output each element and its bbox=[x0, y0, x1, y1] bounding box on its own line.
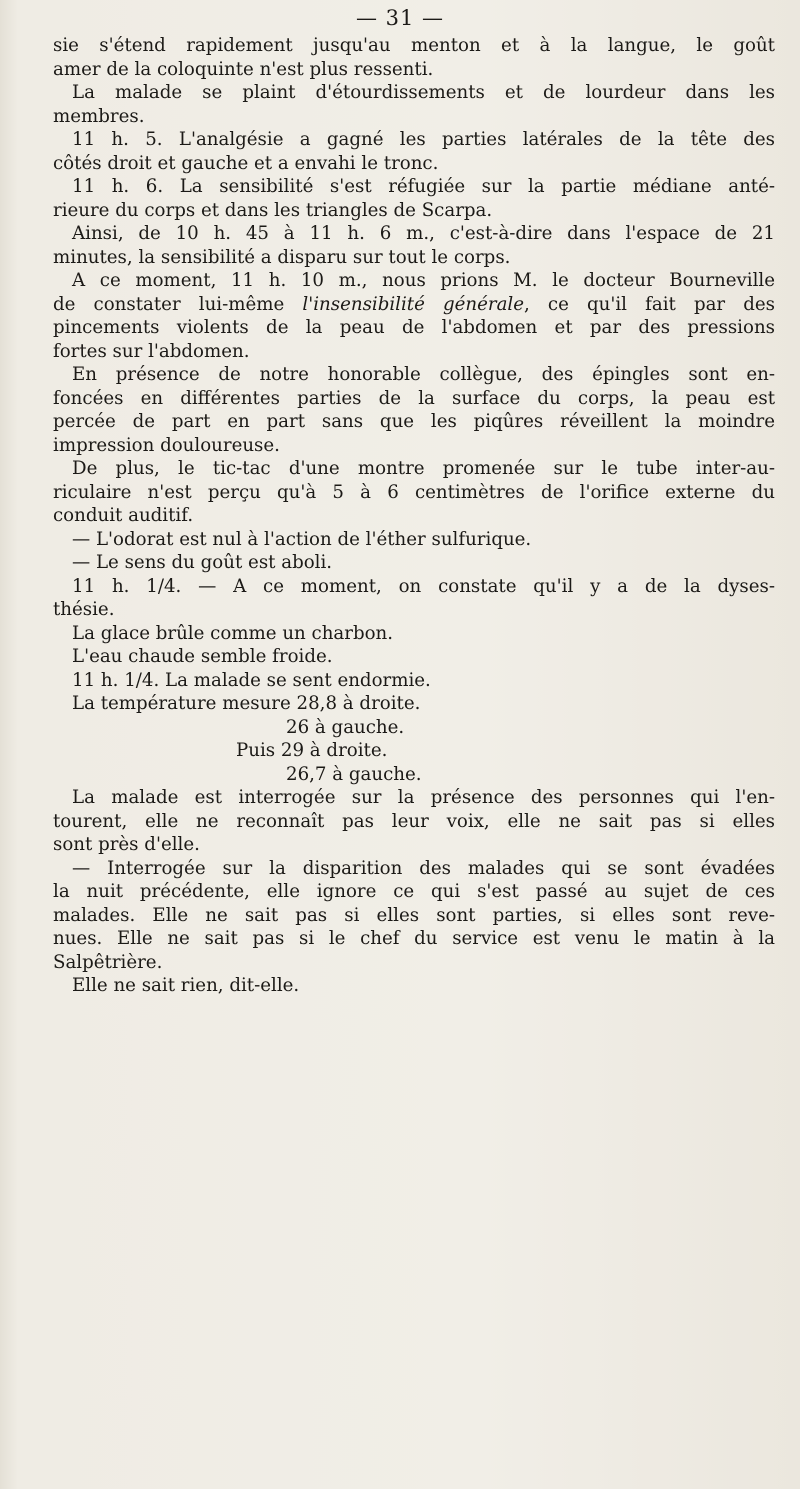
text-line: — Le sens du goût est aboli. bbox=[72, 552, 333, 573]
text-line: 11 h. 5. L'analgésie a gagné les parties latérales de la tête des bbox=[72, 129, 775, 150]
text-line: Salpêtrière. bbox=[53, 951, 163, 973]
text-line: foncées en différentes parties de la surface du corps, la peau est bbox=[53, 387, 775, 409]
text-line: 11 h. 1/4. — A ce moment, on constate qu'il y a de la dyses- bbox=[72, 575, 775, 597]
text-line: pincements violents de la peau de l'abdomen et par des pressions bbox=[53, 317, 775, 338]
italic-text: l'insensibilité générale bbox=[302, 293, 525, 315]
text-line: fortes sur l'abdomen. bbox=[53, 340, 250, 362]
text-line: L'eau chaude semble froide. bbox=[72, 646, 333, 667]
text-line: tourent, elle ne reconnaît pas leur voix, elle ne sait pas si elles bbox=[53, 810, 775, 832]
text-line: sie s'étend rapidement jusqu'au menton et à la langue, le goût bbox=[53, 35, 775, 56]
text-line: La malade se plaint d'étourdissements et de lourdeur dans les bbox=[72, 82, 775, 103]
text-line: malades. Elle ne sait pas si elles sont parties, si elles sont reve- bbox=[53, 904, 775, 926]
text-line: Elle ne sait rien, dit-elle. bbox=[72, 975, 300, 996]
text-line: percée de part en part sans que les piqûres réveillent la moindre bbox=[53, 411, 775, 432]
text-segment: , ce qu'il fait par des bbox=[524, 293, 775, 315]
text-line: rieure du corps et dans les triangles de Scarpa. bbox=[53, 199, 493, 221]
text-line: 11 h. 6. La sensibilité s'est réfugiée sur la partie médiane anté- bbox=[72, 176, 775, 197]
text-line: riculaire n'est perçu qu'à 5 à 6 centimètres de l'orifice externe du bbox=[53, 481, 775, 503]
text-line: La malade est interrogée sur la présence des personnes qui l'en- bbox=[72, 787, 775, 808]
text-line: côtés droit et gauche et a envahi le tronc. bbox=[53, 152, 439, 174]
text-line: De plus, le tic-tac d'une montre promenée sur le tube inter-au- bbox=[72, 458, 775, 479]
text-line: La glace brûle comme un charbon. bbox=[72, 622, 394, 644]
text-line: sont près d'elle. bbox=[53, 834, 200, 855]
text-line: Puis 29 à droite. bbox=[236, 740, 388, 761]
text-line: nues. Elle ne sait pas si le chef du service est venu le matin à la bbox=[53, 928, 775, 949]
text-line: minutes, la sensibilité a disparu sur tout le corps. bbox=[53, 246, 511, 268]
text-line: membres. bbox=[53, 105, 145, 127]
page-number: — 31 — bbox=[355, 6, 445, 30]
text-line: amer de la coloquinte n'est plus ressenti. bbox=[53, 58, 434, 80]
body-text bbox=[53, 34, 775, 998]
text-line: 26,7 à gauche. bbox=[286, 763, 422, 785]
text-line: 11 h. 1/4. La malade se sent endormie. bbox=[72, 669, 431, 691]
text-line: La température mesure 28,8 à droite. bbox=[72, 693, 421, 714]
text-line: conduit auditif. bbox=[53, 505, 194, 526]
text-line: A ce moment, 11 h. 10 m., nous prions M. le docteur Bourneville bbox=[72, 270, 775, 291]
text-line: la nuit précédente, elle ignore ce qui s'est passé au sujet de ces bbox=[53, 881, 775, 902]
text-line: 26 à gauche. bbox=[286, 716, 405, 738]
text-line: thésie. bbox=[53, 599, 115, 620]
text-line: — Interrogée sur la disparition des malades qui se sont évadées bbox=[72, 857, 775, 879]
text-line: En présence de notre honorable collègue, des épingles sont en- bbox=[72, 364, 775, 385]
text-line: impression douloureuse. bbox=[53, 434, 280, 456]
text-segment: de constater lui-même bbox=[53, 293, 303, 315]
text-line bbox=[53, 293, 775, 317]
text-line: Ainsi, de 10 h. 45 à 11 h. 6 m., c'est-à-dire dans l'espace de 21 bbox=[72, 223, 775, 244]
text-line: — L'odorat est nul à l'action de l'éther sulfurique. bbox=[72, 528, 532, 550]
